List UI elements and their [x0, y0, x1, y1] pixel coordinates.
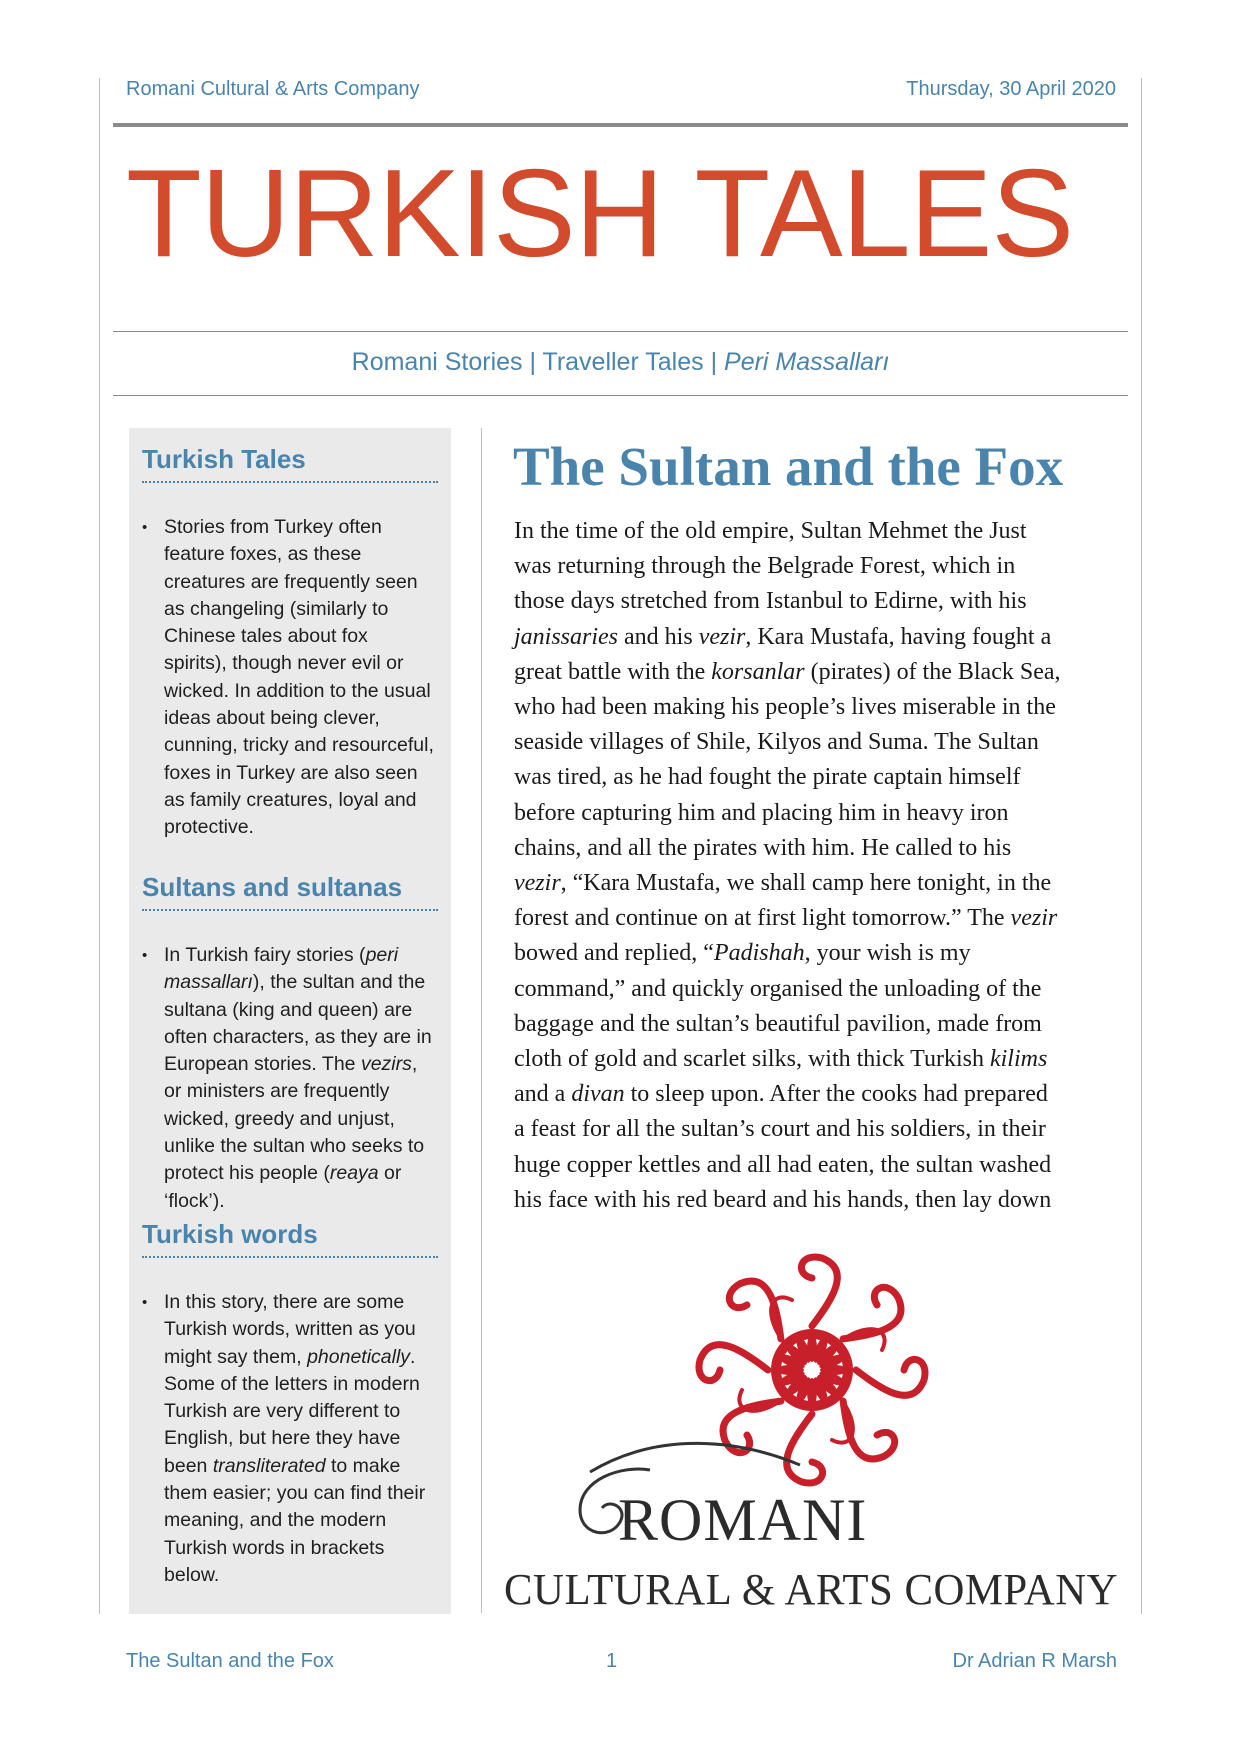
footer-page-number: 1	[606, 1650, 618, 1672]
column-divider	[481, 428, 482, 1613]
romani-logo	[500, 1240, 1128, 1620]
header-company: Romani Cultural & Arts Company	[126, 78, 420, 100]
sidebar-list-sultans	[142, 942, 435, 1215]
sidebar-heading-sultans: Sultans and sultanas	[142, 872, 438, 911]
subtitle-italic: Peri Massalları	[724, 348, 890, 376]
sidebar-list-turkish-words	[142, 1289, 435, 1589]
footer-author: Dr Adrian R Marsh	[952, 1650, 1117, 1672]
sidebar-heading-turkish-words: Turkish words	[142, 1219, 438, 1258]
subtitle	[113, 348, 1128, 377]
sidebar-list-turkish-tales	[142, 514, 435, 842]
sidebar-bullet: • Stories from Turkey often feature foxes, as these creatures are frequently seen as changeling (similarly to Chinese tales about fox spirits), though never evil or wicked. In addition to the usual ideas about being clever, cunning, tricky and resourceful, foxes in Turkey are also seen as family creatures, loyal and protective.	[142, 514, 435, 842]
page-left-rule	[99, 78, 100, 1614]
header-rule	[113, 123, 1128, 127]
footer-story-title: The Sultan and the Fox	[126, 1650, 334, 1672]
page-title: TURKISH TALES	[126, 145, 1074, 283]
subtitle-text: Romani Stories | Traveller Tales |	[351, 348, 725, 376]
story-title: The Sultan and the Fox	[513, 436, 1064, 497]
logo-romani-text: ROMANI	[618, 1487, 868, 1553]
sidebar-bullet: • In Turkish fairy stories (peri massalları), the sultan and the sultana (king and queen) are often characters, as they are in European stories. The vezirs, or ministers are frequently wicked, greedy and unjust, unlike the sultan who seeks to protect his people (reaya or ‘flock’).	[142, 942, 435, 1215]
logo-company-text: CULTURAL & ARTS COMPANY	[504, 1565, 1118, 1614]
story-body: In the time of the old empire, Sultan Mehmet the Just was returning through the Belgrade Forest, which in those days stretched from Istanbul to Edirne, with his janissaries and his vezir, Kara Mustafa, having fought a great battle with the korsanlar (pirates) of the Black Sea, who had been making his people’s lives miserable in the seaside villages of Shile, Kilyos and Suma. The Sultan was tired, as he had fought the pirate captain himself before capturing him and placing him in heavy iron chains, and all the pirates with him. He called to his vezir, “Kara Mustafa, we shall camp here tonight, in the forest and continue on at first light tomorrow.” The vezir bowed and replied, “Padishah, your wish is my command,” and quickly organised the unloading of the baggage and the sultan’s beautiful pavilion, made from cloth of gold and scarlet silks, with thick Turkish kilims and a divan to sleep upon. After the cooks had prepared a feast for all the sultan’s court and his soldiers, in their huge copper kettles and all had eaten, the sultan washed his face with his red beard and his hands, then lay down	[514, 518, 1061, 1213]
sidebar-heading-turkish-tales: Turkish Tales	[142, 444, 438, 483]
title-rule	[113, 331, 1128, 332]
sidebar-bullet: • In this story, there are some Turkish words, written as you might say them, phonetically. Some of the letters in modern Turkish are very different to English, but here they have been transliterated to make them easier; you can find their meaning, and the modern Turkish words in brackets below.	[142, 1289, 435, 1589]
page-right-rule	[1141, 78, 1142, 1614]
logo-wheel-icon	[699, 1257, 925, 1483]
header-date: Thursday, 30 April 2020	[906, 78, 1116, 100]
subtitle-rule	[113, 395, 1128, 396]
logo-arc-icon	[590, 1443, 800, 1472]
sidebar	[129, 428, 451, 1614]
